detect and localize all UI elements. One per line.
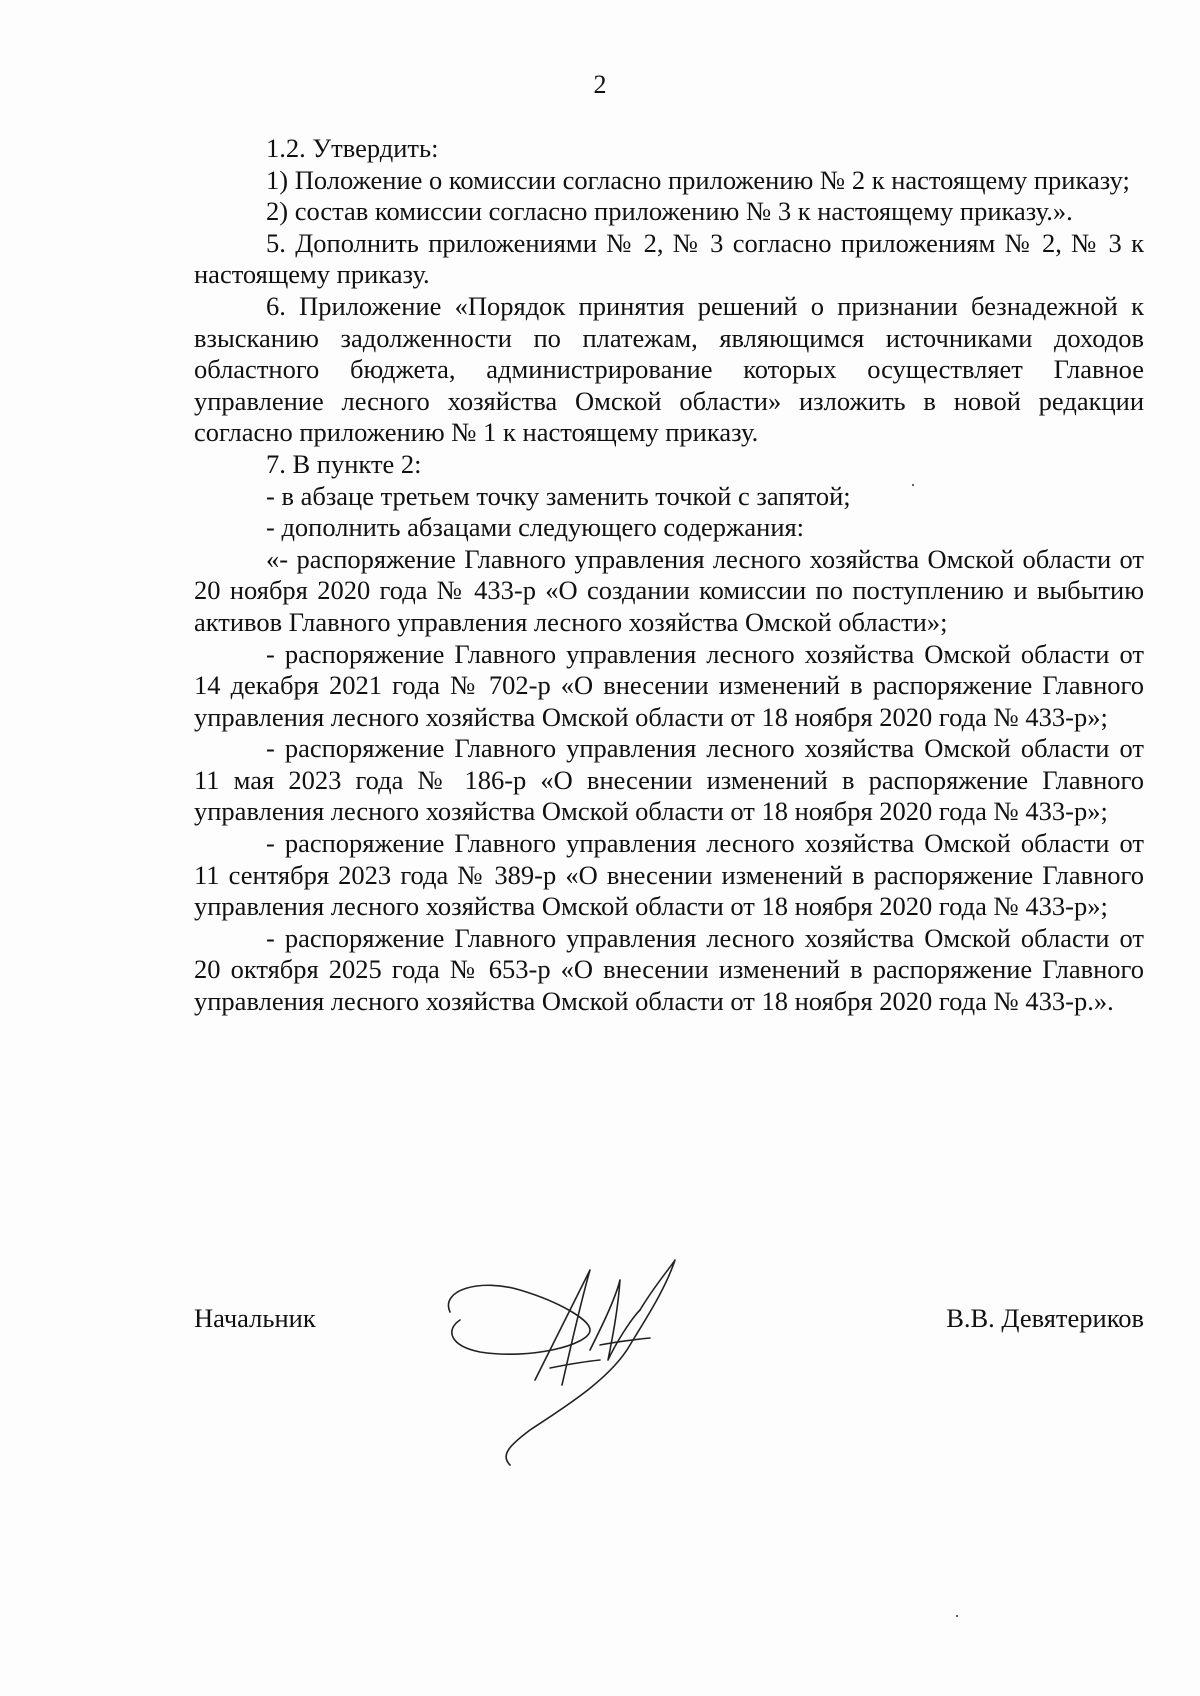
paragraph-1-2: 1.2. Утвердить: <box>266 133 439 163</box>
scan-speck <box>912 484 914 486</box>
paragraph-5: 5. Дополнить приложениями № 2, № 3 согласно приложениям № 2, № 3 к настоящему приказу. <box>194 227 1144 290</box>
signatory-name: В.В. Девятериков <box>946 1303 1144 1333</box>
page-number: 2 <box>593 70 607 99</box>
handwritten-signature <box>440 1250 700 1475</box>
paragraph-order-186: - распоряжение Главного управления лесного хозяйства Омской области от 11 мая 2023 года № 186-р «О внесении изменений в распоряжение Главного управления лесного хозяйства Омской области от 18 ноября 2020 года № 433-р»; <box>194 733 1144 827</box>
paragraph-order-433: «- распоряжение Главного управления лесного хозяйства Омской области от 20 ноября 2020 года № 433-р «О создании комиссии по поступлению и выбытию активов Главного управления лесного хозяйства Омской области»; <box>194 543 1144 637</box>
paragraph-7-a: - в абзаце третьем точку заменить точкой с запятой; <box>266 480 851 511</box>
paragraph-6: 6. Приложение «Порядок принятия решений о признании безнадежной к взысканию задолженности по платежам, являющимся источниками доходов областного бюджета, администрирование которых осуществляет Главное управление лесного хозяйства Омской области» изложить в новой редакции согласно приложению № 1 к настоящему приказу. <box>194 290 1144 448</box>
paragraph-order-702: - распоряжение Главного управления лесного хозяйства Омской области от 14 декабря 2021 года № 702-р «О внесении изменений в распоряжение Главного управления лесного хозяйства Омской области от 18 ноября 2020 года № 433-р»; <box>194 638 1144 732</box>
paragraph-order-389: - распоряжение Главного управления лесного хозяйства Омской области от 11 сентября 2023 года № 389-р «О внесении изменений в распоряжение Главного управления лесного хозяйства Омской области от 18 ноября 2020 года № 433-р»; <box>194 828 1144 922</box>
scan-speck <box>956 1615 958 1617</box>
paragraph-order-653: - распоряжение Главного управления лесного хозяйства Омской области от 20 октября 2025 года № 653-р «О внесении изменений в распоряжение Главного управления лесного хозяйства Омской области от 18 ноября 2020 года № 433-р.». <box>194 922 1144 1017</box>
paragraph-7: 7. В пункте 2: <box>266 448 422 479</box>
paragraph-item-1: 1) Положение о комиссии согласно приложению № 2 к настоящему приказу; <box>266 164 1130 195</box>
signatory-title: Начальник <box>194 1303 316 1333</box>
paragraph-7-b: - дополнить абзацами следующего содержания: <box>266 512 805 543</box>
document-body <box>194 133 1144 1018</box>
paragraph-item-2: 2) состав комиссии согласно приложению № 3 к настоящему приказу.». <box>266 196 1073 227</box>
